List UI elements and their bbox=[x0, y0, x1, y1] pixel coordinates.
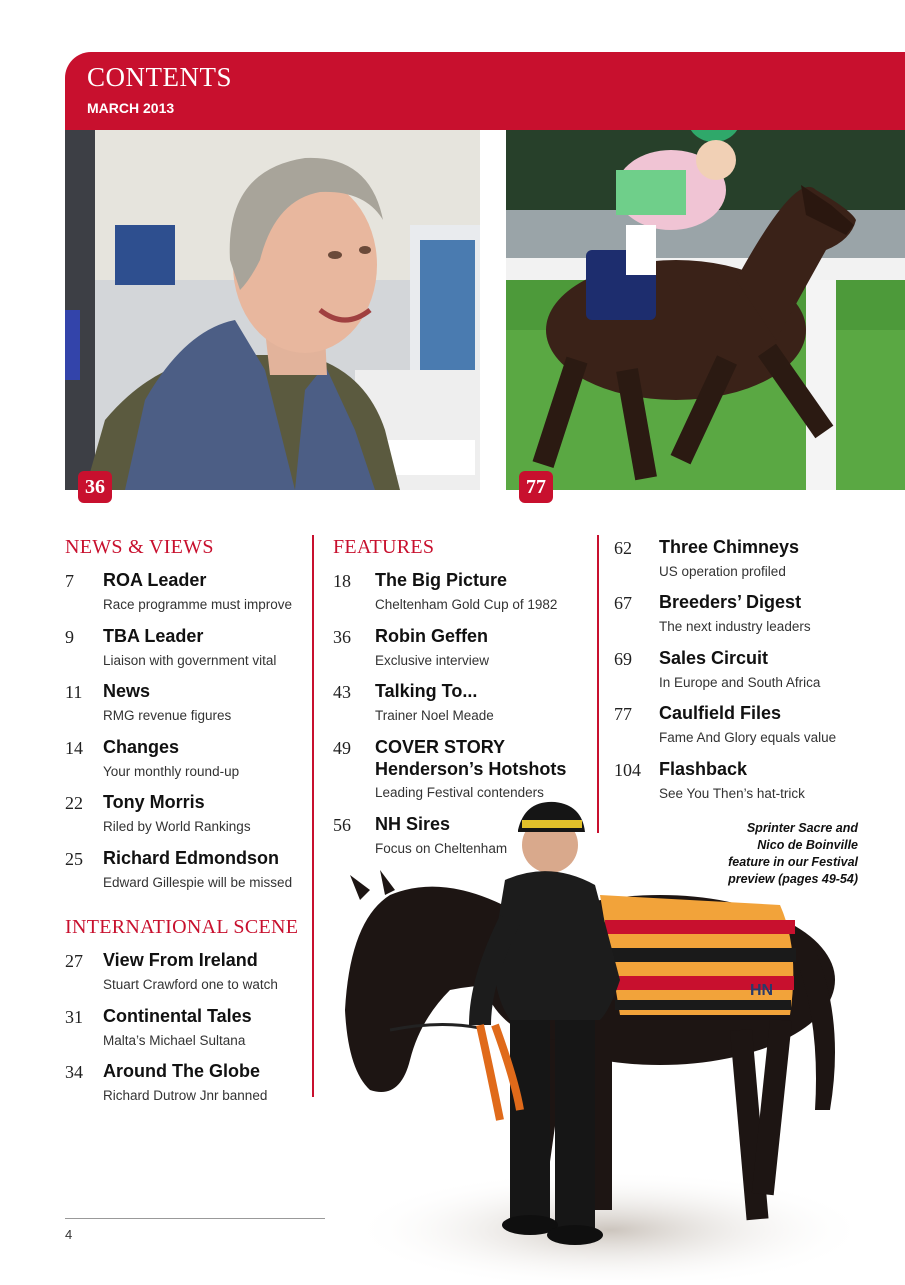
entry-desc: Edward Gillespie will be missed bbox=[103, 875, 293, 890]
entry-title: Tony Morris bbox=[103, 792, 205, 812]
entry-page: 62 bbox=[614, 538, 632, 558]
column-divider bbox=[597, 535, 599, 833]
entry-desc: Exclusive interview bbox=[375, 653, 490, 668]
entry-title: Richard Edmondson bbox=[103, 848, 280, 868]
section-heading-features: FEATURES bbox=[333, 536, 435, 558]
caption-line: Sprinter Sacre and bbox=[746, 821, 858, 835]
caption-line: preview (pages 49-54) bbox=[728, 872, 858, 886]
entry-title: Around The Globe bbox=[103, 1061, 260, 1081]
page-badge-36: 36 bbox=[78, 471, 112, 503]
photo-racehorse bbox=[506, 130, 905, 490]
entry-page: 14 bbox=[65, 738, 83, 758]
entry-page: 49 bbox=[333, 738, 351, 758]
entry-page: 43 bbox=[333, 682, 351, 702]
contents-banner bbox=[65, 52, 905, 130]
entry-page: 18 bbox=[333, 571, 351, 591]
entry-desc: Trainer Noel Meade bbox=[375, 708, 494, 723]
racehorse-illustration bbox=[506, 130, 905, 490]
caption-line: feature in our Festival bbox=[728, 855, 858, 869]
entry-title: Breeders’ Digest bbox=[659, 592, 802, 612]
entry-title: Changes bbox=[103, 737, 180, 757]
photo-robin-geffen bbox=[65, 130, 480, 490]
blanket-initials: HN bbox=[750, 982, 774, 999]
entry-desc: Liaison with government vital bbox=[103, 653, 277, 668]
entry-desc: Stuart Crawford one to watch bbox=[103, 977, 278, 992]
entry-page: 104 bbox=[614, 760, 641, 780]
page-number: 4 bbox=[65, 1227, 73, 1242]
entry-title: Talking To... bbox=[375, 681, 478, 701]
cover-caption bbox=[728, 820, 858, 888]
caption-line: Nico de Boinville bbox=[757, 838, 858, 852]
entry-desc: Your monthly round-up bbox=[103, 764, 240, 779]
entry-page: 22 bbox=[65, 793, 83, 813]
entry-desc: RMG revenue figures bbox=[103, 708, 232, 723]
entry-page: 56 bbox=[333, 815, 351, 835]
portrait-illustration bbox=[65, 130, 480, 490]
cover-story-label: COVER STORY bbox=[375, 737, 506, 757]
entry-title: Henderson’s Hotshots bbox=[375, 759, 567, 779]
entry-page: 77 bbox=[614, 704, 632, 724]
entry-title: Caulfield Files bbox=[659, 703, 782, 723]
entry-title: Continental Tales bbox=[103, 1006, 252, 1026]
section-heading-international: INTERNATIONAL SCENE bbox=[65, 916, 299, 938]
entry-page: 7 bbox=[65, 571, 74, 591]
issue-date: MARCH 2013 bbox=[87, 100, 175, 116]
entry-title: TBA Leader bbox=[103, 626, 204, 646]
entry-page: 25 bbox=[65, 849, 83, 869]
entry-title: NH Sires bbox=[375, 814, 451, 834]
entry-desc: In Europe and South Africa bbox=[659, 675, 821, 690]
entry-title: News bbox=[103, 681, 151, 701]
entry-page: 36 bbox=[333, 627, 351, 647]
entry-title: The Big Picture bbox=[375, 570, 508, 590]
entry-page: 9 bbox=[65, 627, 74, 647]
entry-desc: Richard Dutrow Jnr banned bbox=[103, 1088, 268, 1103]
section-heading-news-views: NEWS & VIEWS bbox=[65, 536, 214, 558]
entry-desc: Cheltenham Gold Cup of 1982 bbox=[375, 597, 558, 612]
entry-title: Robin Geffen bbox=[375, 626, 488, 646]
page-badge-77: 77 bbox=[519, 471, 553, 503]
page-title: CONTENTS bbox=[87, 62, 232, 92]
entry-page: 27 bbox=[65, 951, 83, 971]
entry-desc: The next industry leaders bbox=[659, 619, 811, 634]
entry-title: View From Ireland bbox=[103, 950, 258, 970]
footer-rule bbox=[65, 1218, 325, 1219]
entry-desc: Focus on Cheltenham bbox=[375, 841, 508, 856]
entry-desc: US operation profiled bbox=[659, 564, 786, 579]
entry-title: Three Chimneys bbox=[659, 537, 800, 557]
entry-title: Sales Circuit bbox=[659, 648, 769, 668]
entry-page: 31 bbox=[65, 1007, 83, 1027]
entry-desc: Malta’s Michael Sultana bbox=[103, 1033, 246, 1048]
entry-desc: Riled by World Rankings bbox=[103, 819, 251, 834]
entry-desc: See You Then’s hat-trick bbox=[659, 786, 805, 801]
entry-page: 34 bbox=[65, 1062, 83, 1082]
entry-page: 11 bbox=[65, 682, 83, 702]
entry-desc: Fame And Glory equals value bbox=[659, 730, 837, 745]
entry-desc: Race programme must improve bbox=[103, 597, 293, 612]
entry-desc: Leading Festival contenders bbox=[375, 785, 544, 800]
entry-title: Flashback bbox=[659, 759, 748, 779]
entry-page: 69 bbox=[614, 649, 632, 669]
entry-title: ROA Leader bbox=[103, 570, 207, 590]
entry-page: 67 bbox=[614, 593, 632, 613]
column-divider bbox=[312, 535, 314, 1097]
